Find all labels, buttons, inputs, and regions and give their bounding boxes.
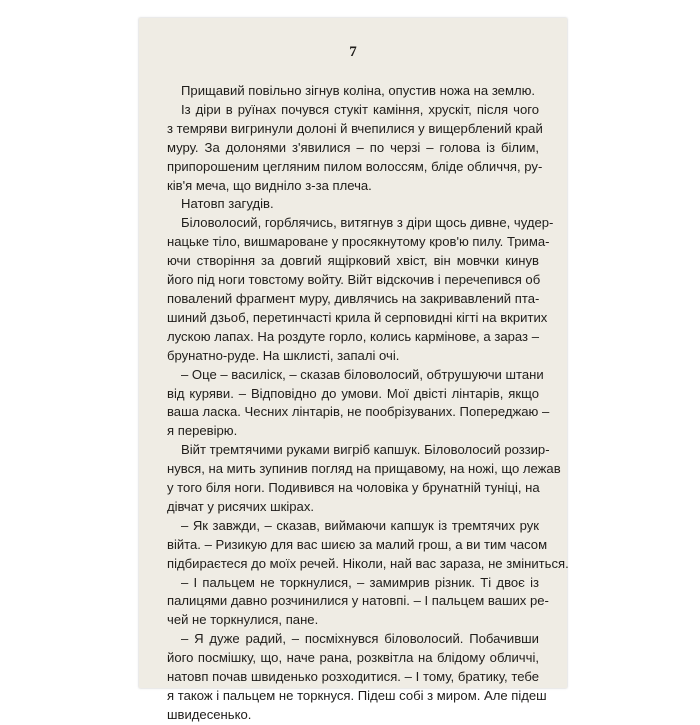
text-line: Війт тремтячими руками вигріб капшук. Біловолосий роззир- <box>181 442 550 458</box>
text-line: повалений фрагмент муру, дивлячись на закривавлений пта- <box>167 290 540 306</box>
text-line: – І пальцем не торкнулися, – замимрив різник. Ті двоє із <box>181 574 539 590</box>
text-line: у того біля ноги. Подивився на чоловіка у брунатній туніці, на <box>167 480 540 496</box>
text-line: я перевірю. <box>167 423 238 439</box>
text-line: нацьке тіло, вишмароване у просякнутому кров'ю пилу. Трима- <box>167 234 550 250</box>
page-body-text <box>167 82 569 725</box>
text-line: ваша ласка. Чесних лінтарів, не пообрізуваних. Попереджаю – <box>167 404 550 420</box>
text-line: від куряви. – Відповідно до умови. Мої двісті лінтарів, якщо <box>167 385 539 401</box>
text-line: натовп почав швиденько розходитися. – І тому, братику, тебе <box>167 669 539 685</box>
text-line: муру. За долонями з'явилися – по черзі – голова із білим, <box>167 139 539 155</box>
text-line: ків'я меча, що виднілo з-за плеча. <box>167 177 372 193</box>
text-line: я також і пальцем не торкнуся. Підеш собі з миром. Але підеш <box>167 688 547 703</box>
text-line: Із діри в руїнах почувся стукіт каміння, хрускіт, після чого <box>181 101 539 117</box>
book-page <box>139 18 569 722</box>
text-line: Прищавий повільно зігнув коліна, опустив ножа на землю. <box>181 83 536 98</box>
text-line: Натовп загудів. <box>181 196 274 212</box>
text-line: шиний дзьоб, перетинчасті крила й серповидні кігті на вкритих <box>167 309 548 325</box>
text-line: лускою лапах. На роздуте горло, колись кармінове, а зараз – <box>167 328 539 344</box>
text-line: – Як завжди, – сказав, виймаючи капшук із тремтячих рук <box>181 517 539 533</box>
text-line: чей не торкнулися, пане. <box>167 612 319 628</box>
text-line: його посмішку, що, наче рана, розквітла на блідому обличчі, <box>167 650 539 666</box>
text-line: нувся, на мить зупинив погляд на прищавому, на ножі, що лежав <box>167 461 561 477</box>
text-line: швидесенько. <box>167 706 252 722</box>
text-line: припорошеним цегляним пилом волоссям, бліде обличчя, ру- <box>167 158 543 174</box>
text-line: дівчат у рисячих шкірах. <box>167 498 314 514</box>
text-line: війта. – Ризикую для вас шиєю за малий грош, а ви тим часом <box>167 536 548 552</box>
text-line: палицями давно розчинилися у натовпі. – І пальцем ваших ре- <box>167 593 549 609</box>
text-line: брунатно-руде. На шклисті, запалі очі. <box>167 347 400 363</box>
text-line: його під ноги товстому войту. Війт відскочив і перечепився об <box>167 272 541 288</box>
text-line: – Оце – василіск, – сказав біловолосий, обтрушуючи штани <box>181 366 544 382</box>
text-line: ючи створіння за довгий ящірковий хвіст, він мовчки кинув <box>167 253 539 269</box>
text-line: з темряви вигринули долоні й вчепилися у вищерблений край <box>167 120 543 136</box>
text-line: підбираєтеся до моїх речей. Ніколи, най вас зараза, не зміниться. <box>167 555 569 571</box>
text-line: Біловолосий, горблячись, витягнув з діри щось дивне, чудер- <box>181 215 554 231</box>
text-line: – Я дуже радий, – посміхнувся біловолосий. Побачивши <box>181 631 539 647</box>
page-number: 7 <box>349 44 357 60</box>
